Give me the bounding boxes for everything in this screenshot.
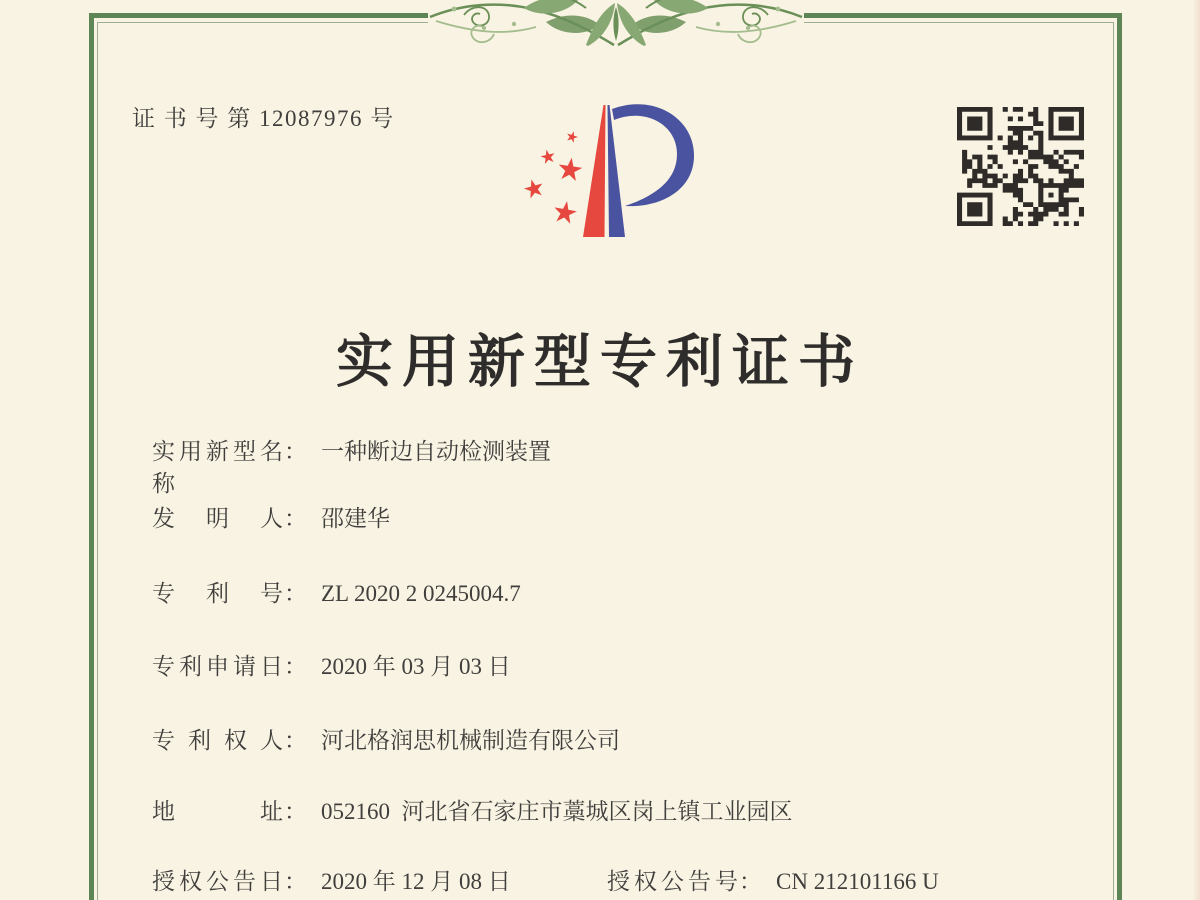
certificate-fields bbox=[152, 0, 1132, 900]
field-colon: ： bbox=[284, 728, 307, 753]
field-colon: ： bbox=[284, 869, 307, 894]
field-value: 一种断边自动检测装置 bbox=[321, 439, 551, 464]
scan-edge-shadow bbox=[1193, 0, 1200, 900]
field-row-patentee bbox=[152, 725, 1132, 757]
field-colon: ： bbox=[284, 506, 307, 531]
field-row-grant-date bbox=[152, 866, 1132, 898]
field-row-utility-model-name bbox=[152, 436, 1132, 500]
field-value: 052160 河北省石家庄市藁城区岗上镇工业园区 bbox=[321, 799, 793, 824]
field-colon: ： bbox=[284, 654, 307, 679]
field-label: 专利申请日 bbox=[152, 654, 283, 679]
field-colon: ： bbox=[284, 799, 307, 824]
field-grant-number bbox=[607, 866, 939, 898]
field-label: 授权公告号 bbox=[607, 869, 738, 894]
field-colon: ： bbox=[739, 869, 762, 894]
field-label: 实用新型名称 bbox=[152, 439, 283, 496]
field-value: 河北格润思机械制造有限公司 bbox=[321, 728, 620, 753]
field-value: CN 212101166 U bbox=[776, 869, 939, 894]
field-label: 专利权人 bbox=[152, 728, 283, 753]
field-value: ZL 2020 2 0245004.7 bbox=[321, 581, 521, 606]
field-value: 邵建华 bbox=[321, 506, 390, 531]
field-label: 授权公告日 bbox=[152, 869, 283, 894]
certificate-number: 证 书 号 第 12087976 号 bbox=[132, 106, 395, 131]
field-row-filing-date bbox=[152, 651, 1132, 683]
field-label: 发明人 bbox=[152, 506, 283, 531]
field-label: 地址 bbox=[152, 799, 283, 824]
field-row-inventor bbox=[152, 503, 1132, 535]
field-row-address bbox=[152, 796, 1132, 828]
field-value: 2020 年 12 月 08 日 bbox=[321, 869, 511, 894]
field-colon: ： bbox=[284, 581, 307, 606]
field-row-patent-number bbox=[152, 578, 1132, 610]
certificate-title: 实用新型专利证书 bbox=[336, 331, 864, 395]
field-value: 2020 年 03 月 03 日 bbox=[321, 654, 511, 679]
field-colon: ： bbox=[284, 439, 307, 464]
field-label: 专利号 bbox=[152, 581, 283, 606]
